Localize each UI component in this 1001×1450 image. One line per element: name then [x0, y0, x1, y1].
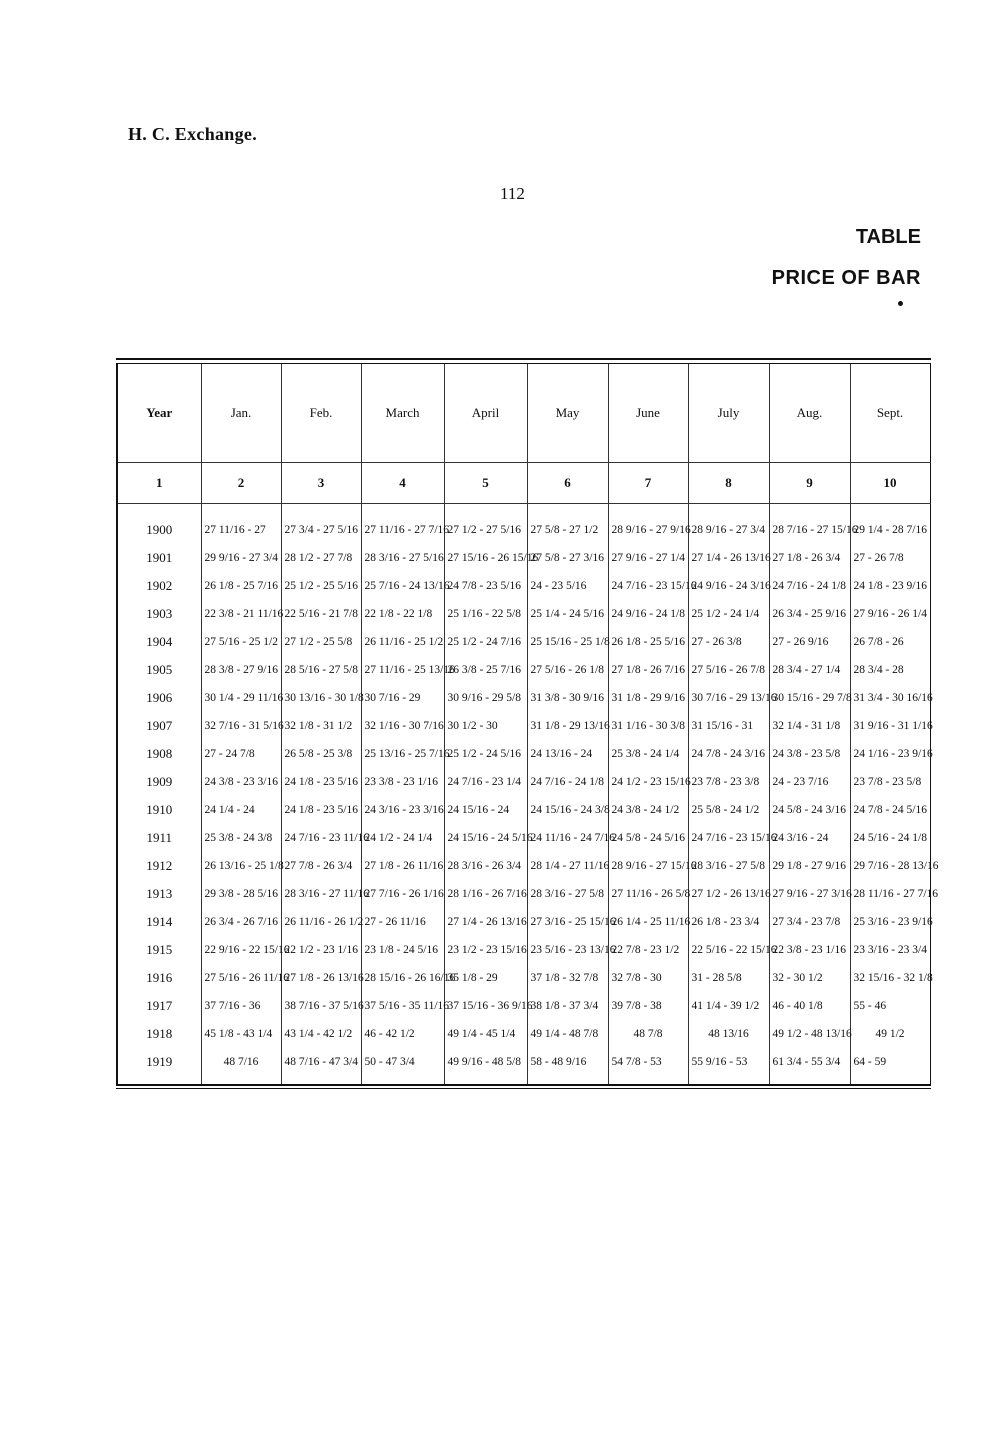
price-cell: 28 9/16 - 27 9/16 — [608, 504, 688, 545]
top-rule — [116, 358, 931, 360]
price-cell: 24 5/8 - 24 5/16 — [608, 824, 688, 852]
price-cell: 46 - 40 1/8 — [769, 992, 850, 1020]
price-cell: 29 1/4 - 28 7/16 — [853, 524, 927, 536]
col-number: 4 — [361, 463, 444, 504]
year-cell: 1918 — [117, 1020, 201, 1048]
table-row — [117, 964, 930, 992]
table-row — [117, 600, 930, 628]
price-cell: 25 1/4 - 24 5/16 — [527, 600, 608, 628]
price-cell: 24 7/16 - 23 1/4 — [444, 768, 527, 796]
price-cell: 31 - 28 5/8 — [688, 964, 769, 992]
price-cell: 32 - 30 1/2 — [769, 964, 850, 992]
year-cell: 1913 — [117, 880, 201, 908]
price-cell: 25 1/16 - 22 5/8 — [444, 600, 527, 628]
price-cell: 22 5/16 - 21 7/8 — [281, 600, 361, 628]
price-cell: 31 1/8 - 29 9/16 — [608, 684, 688, 712]
price-cell: 24 7/16 - 23 15/16 — [608, 572, 688, 600]
price-cell: 25 13/16 - 25 7/16 — [361, 740, 444, 768]
price-cell: 30 1/4 - 29 11/16 — [201, 684, 281, 712]
price-cell: 24 7/8 - 24 3/16 — [688, 740, 769, 768]
price-cell: 27 7/16 - 26 1/16 — [361, 880, 444, 908]
col-header-may: May — [527, 364, 608, 463]
price-cell: 22 5/16 - 22 15/16 — [688, 936, 769, 964]
col-header-june: June — [608, 364, 688, 463]
table-row — [117, 908, 930, 936]
price-cell: 58 - 48 9/16 — [527, 1048, 608, 1084]
year-cell: 1917 — [117, 992, 201, 1020]
price-cell: 27 11/16 - 27 — [201, 504, 281, 545]
price-cell: 64 - 59 — [853, 1056, 887, 1068]
price-cell: 27 1/8 - 26 7/16 — [608, 656, 688, 684]
col-number: 9 — [769, 463, 850, 504]
col-header-july: July — [688, 364, 769, 463]
price-cell: 22 3/8 - 23 1/16 — [769, 936, 850, 964]
year-cell: 1904 — [117, 628, 201, 656]
year-cell: 1916 — [117, 964, 201, 992]
price-cell: 31 1/8 - 29 13/16 — [527, 712, 608, 740]
price-cell: 25 3/8 - 24 3/8 — [201, 824, 281, 852]
price-cell: 24 9/16 - 24 1/8 — [608, 600, 688, 628]
price-cell: 23 1/8 - 24 5/16 — [361, 936, 444, 964]
price-table — [116, 364, 939, 1084]
price-cell: 27 5/16 - 25 1/2 — [201, 628, 281, 656]
price-cell: 27 1/4 - 26 13/16 — [688, 544, 769, 572]
price-cell: 38 1/8 - 37 3/4 — [527, 992, 608, 1020]
price-cell: 25 7/16 - 24 13/16 — [361, 572, 444, 600]
price-cell: 27 5/16 - 26 11/16 — [201, 964, 281, 992]
price-cell: 25 1/2 - 24 5/16 — [444, 740, 527, 768]
price-cell: 26 1/8 - 25 5/16 — [608, 628, 688, 656]
price-cell: 23 7/8 - 23 3/8 — [688, 768, 769, 796]
col-number: 2 — [201, 463, 281, 504]
table-title: PRICE OF BAR — [771, 267, 921, 289]
price-cell: 46 - 42 1/2 — [361, 1020, 444, 1048]
price-cell: 27 9/16 - 27 3/16 — [769, 880, 850, 908]
price-cell: 37 7/16 - 36 — [201, 992, 281, 1020]
price-cell: 24 1/8 - 23 5/16 — [281, 796, 361, 824]
price-cell: 22 9/16 - 22 15/16 — [201, 936, 281, 964]
year-cell: 1902 — [117, 572, 201, 600]
price-cell: 28 1/16 - 26 7/16 — [444, 880, 527, 908]
table-row — [117, 824, 930, 852]
price-cell: 26 7/8 - 26 — [853, 636, 904, 648]
price-cell: 26 1/8 - 23 3/4 — [688, 908, 769, 936]
price-cell: 55 9/16 - 53 — [688, 1048, 769, 1084]
price-cell: 31 3/4 - 30 16/16 — [853, 692, 933, 704]
price-cell: 30 7/16 - 29 — [361, 684, 444, 712]
table-body — [117, 504, 939, 1085]
price-cell: 23 3/16 - 23 3/4 — [853, 944, 927, 956]
table-row — [117, 740, 930, 768]
price-cell: 27 - 24 7/8 — [201, 740, 281, 768]
year-cell: 1911 — [117, 824, 201, 852]
price-cell: 31 1/16 - 30 3/8 — [608, 712, 688, 740]
price-cell: 30 15/16 - 29 7/8 — [769, 684, 850, 712]
year-cell: 1907 — [117, 712, 201, 740]
price-cell: 27 1/8 - 26 13/16 — [281, 964, 361, 992]
price-cell: 28 9/16 - 27 15/16 — [608, 852, 688, 880]
price-cell: 28 5/16 - 27 5/8 — [281, 656, 361, 684]
price-cell: 26 5/8 - 25 3/8 — [281, 740, 361, 768]
year-cell: 1910 — [117, 796, 201, 824]
price-cell: 24 5/16 - 24 1/8 — [853, 832, 927, 844]
bottom-rule-thin — [116, 1088, 931, 1089]
price-cell: 24 - 23 7/16 — [769, 768, 850, 796]
table-row — [117, 656, 930, 684]
price-cell: 24 11/16 - 24 7/16 — [527, 824, 608, 852]
year-cell: 1906 — [117, 684, 201, 712]
price-cell: 26 11/16 - 26 1/2 — [281, 908, 361, 936]
table-row — [117, 572, 930, 600]
col-number: 8 — [688, 463, 769, 504]
table-row — [117, 768, 930, 796]
publisher-header: H. C. Exchange. — [128, 124, 258, 144]
col-header-march: March — [361, 364, 444, 463]
price-cell: 30 13/16 - 30 1/8 — [281, 684, 361, 712]
price-cell: 26 13/16 - 25 1/8 — [201, 852, 281, 880]
price-cell: 45 1/8 - 43 1/4 — [201, 1020, 281, 1048]
price-cell: 24 7/16 - 23 15/16 — [688, 824, 769, 852]
price-cell: 32 1/4 - 31 1/8 — [769, 712, 850, 740]
price-cell: 24 3/16 - 23 3/16 — [361, 796, 444, 824]
price-cell: 27 11/16 - 26 5/8 — [608, 880, 688, 908]
price-cell: 48 7/16 - 47 3/4 — [281, 1048, 361, 1084]
price-cell: 27 - 26 11/16 — [361, 908, 444, 936]
price-cell: 49 1/2 - 48 13/16 — [769, 1020, 850, 1048]
price-cell: 30 7/16 - 29 13/16 — [688, 684, 769, 712]
price-cell: 32 7/8 - 30 — [608, 964, 688, 992]
price-cell: 37 1/8 - 32 7/8 — [527, 964, 608, 992]
price-cell: 24 7/16 - 24 1/8 — [769, 572, 850, 600]
price-cell: 28 15/16 - 26 16/16 — [361, 964, 444, 992]
price-cell: 27 5/8 - 27 3/16 — [527, 544, 608, 572]
price-cell: 27 - 26 3/8 — [688, 628, 769, 656]
price-cell: 26 1/4 - 25 11/16 — [608, 908, 688, 936]
price-cell: 27 - 26 9/16 — [769, 628, 850, 656]
year-cell: 1905 — [117, 656, 201, 684]
price-cell: 41 1/4 - 39 1/2 — [688, 992, 769, 1020]
col-number: 10 — [850, 463, 930, 504]
table-row — [117, 992, 930, 1020]
table-row — [117, 684, 930, 712]
price-cell: 25 3/16 - 23 9/16 — [853, 916, 933, 928]
price-cell: 24 7/16 - 24 1/8 — [527, 768, 608, 796]
price-cell: 27 11/16 - 25 13/16 — [361, 656, 444, 684]
price-cell: 26 3/4 - 25 9/16 — [769, 600, 850, 628]
price-cell: 25 15/16 - 25 1/8 — [527, 628, 608, 656]
price-cell: 24 1/8 - 23 5/16 — [281, 768, 361, 796]
price-cell: 28 11/16 - 27 7/16 — [853, 888, 939, 900]
table-label: TABLE — [855, 226, 921, 248]
price-cell: 28 9/16 - 27 3/4 — [688, 504, 769, 545]
col-number: 5 — [444, 463, 527, 504]
price-cell: 29 9/16 - 27 3/4 — [201, 544, 281, 572]
price-cell: 29 3/8 - 28 5/16 — [201, 880, 281, 908]
price-cell: 24 5/8 - 24 3/16 — [769, 796, 850, 824]
price-cell: 43 1/4 - 42 1/2 — [281, 1020, 361, 1048]
price-cell: 27 1/4 - 26 13/16 — [444, 908, 527, 936]
price-cell: 38 7/16 - 37 5/16 — [281, 992, 361, 1020]
year-cell: 1903 — [117, 600, 201, 628]
price-cell: 27 1/2 - 26 13/16 — [688, 880, 769, 908]
price-cell: 29 7/16 - 28 13/16 — [853, 860, 939, 872]
price-cell: 27 9/16 - 27 1/4 — [608, 544, 688, 572]
price-cell: 39 7/8 - 38 — [608, 992, 688, 1020]
year-cell: 1901 — [117, 544, 201, 572]
price-cell: 28 1/4 - 27 11/16 — [527, 852, 608, 880]
col-header-sept: Sept. — [850, 364, 930, 463]
price-cell: 28 3/8 - 27 9/16 — [201, 656, 281, 684]
price-cell: 24 3/16 - 24 — [769, 824, 850, 852]
price-cell: 24 7/16 - 23 11/16 — [281, 824, 361, 852]
price-cell: 49 1/4 - 45 1/4 — [444, 1020, 527, 1048]
price-cell: 49 9/16 - 48 5/8 — [444, 1048, 527, 1084]
price-cell: 27 5/8 - 27 1/2 — [527, 504, 608, 545]
price-table-container — [116, 358, 939, 1089]
table-row — [117, 544, 930, 572]
table-row — [117, 796, 930, 824]
price-cell: 24 15/16 - 24 — [444, 796, 527, 824]
price-cell: 23 5/16 - 23 13/16 — [527, 936, 608, 964]
col-number: 1 — [117, 463, 201, 504]
price-cell: 22 1/2 - 23 1/16 — [281, 936, 361, 964]
price-cell: 24 1/16 - 23 9/16 — [853, 748, 933, 760]
table-row — [117, 880, 930, 908]
col-number: 6 — [527, 463, 608, 504]
price-cell: 22 3/8 - 21 11/16 — [201, 600, 281, 628]
price-cell: 32 15/16 - 32 1/8 — [853, 972, 933, 984]
header-row — [117, 364, 930, 463]
price-cell: 49 1/2 — [875, 1028, 905, 1040]
price-cell: 26 3/8 - 25 7/16 — [444, 656, 527, 684]
year-cell: 1919 — [117, 1048, 201, 1084]
price-cell: 27 1/2 - 25 5/8 — [281, 628, 361, 656]
price-cell: 32 1/8 - 31 1/2 — [281, 712, 361, 740]
price-cell: 28 3/16 - 27 5/8 — [688, 852, 769, 880]
price-cell: 32 1/16 - 30 7/16 — [361, 712, 444, 740]
price-cell: 28 3/16 - 27 5/8 — [527, 880, 608, 908]
price-cell: 50 - 47 3/4 — [361, 1048, 444, 1084]
price-cell: 27 5/16 - 26 1/8 — [527, 656, 608, 684]
price-cell: 37 5/16 - 35 11/16 — [361, 992, 444, 1020]
price-cell: 27 1/8 - 26 11/16 — [361, 852, 444, 880]
price-cell: 24 - 23 5/16 — [527, 572, 608, 600]
price-cell: 27 3/4 - 23 7/8 — [769, 908, 850, 936]
price-cell: 24 7/8 - 23 5/16 — [444, 572, 527, 600]
year-cell: 1914 — [117, 908, 201, 936]
table-row — [117, 504, 930, 545]
price-cell: 25 5/8 - 24 1/2 — [688, 796, 769, 824]
price-cell: 27 1/8 - 26 3/4 — [769, 544, 850, 572]
price-cell: 28 3/4 - 27 1/4 — [769, 656, 850, 684]
page-number: 112 — [500, 184, 525, 203]
price-cell: 26 1/8 - 25 7/16 — [201, 572, 281, 600]
price-cell: 27 11/16 - 27 7/16 — [361, 504, 444, 545]
price-cell: 55 - 46 — [853, 1000, 887, 1012]
year-cell: 1909 — [117, 768, 201, 796]
col-header-aug: Aug. — [769, 364, 850, 463]
price-cell: 61 3/4 - 55 3/4 — [769, 1048, 850, 1084]
price-cell: 23 1/2 - 23 15/16 — [444, 936, 527, 964]
price-cell: 25 3/8 - 24 1/4 — [608, 740, 688, 768]
price-cell: 27 3/16 - 25 15/16 — [527, 908, 608, 936]
column-number-row — [117, 463, 930, 504]
price-cell: 24 1/8 - 23 9/16 — [853, 580, 927, 592]
price-cell: 24 15/16 - 24 3/8 — [527, 796, 608, 824]
price-cell: 32 7/16 - 31 5/16 — [201, 712, 281, 740]
price-cell: 27 - 26 7/8 — [853, 552, 904, 564]
price-cell: 48 7/8 — [608, 1020, 688, 1048]
table-row — [117, 1048, 930, 1084]
price-cell: 28 3/4 - 28 — [853, 664, 904, 676]
col-header-jan: Jan. — [201, 364, 281, 463]
price-cell: 27 7/8 - 26 3/4 — [281, 852, 361, 880]
price-cell: 22 7/8 - 23 1/2 — [608, 936, 688, 964]
price-cell: 28 3/16 - 26 3/4 — [444, 852, 527, 880]
price-cell: 27 9/16 - 26 1/4 — [853, 608, 927, 620]
price-cell: 26 3/4 - 26 7/16 — [201, 908, 281, 936]
col-number: 7 — [608, 463, 688, 504]
price-cell: 24 3/8 - 24 1/2 — [608, 796, 688, 824]
price-cell: 25 1/2 - 24 1/4 — [688, 600, 769, 628]
price-cell: 28 1/2 - 27 7/8 — [281, 544, 361, 572]
price-cell: 25 1/2 - 24 7/16 — [444, 628, 527, 656]
year-cell: 1900 — [117, 504, 201, 545]
price-cell: 37 15/16 - 36 9/16 — [444, 992, 527, 1020]
price-cell: 49 1/4 - 48 7/8 — [527, 1020, 608, 1048]
price-cell: 30 1/2 - 30 — [444, 712, 527, 740]
col-header-april: April — [444, 364, 527, 463]
price-cell: 24 1/2 - 23 15/16 — [608, 768, 688, 796]
price-cell: 24 3/8 - 23 3/16 — [201, 768, 281, 796]
ink-dot — [898, 301, 903, 306]
price-cell: 24 3/8 - 23 5/8 — [769, 740, 850, 768]
price-cell: 24 7/8 - 24 5/16 — [853, 804, 927, 816]
price-cell: 24 1/2 - 24 1/4 — [361, 824, 444, 852]
price-cell: 29 1/8 - 27 9/16 — [769, 852, 850, 880]
bottom-rule — [116, 1084, 931, 1086]
table-row — [117, 712, 930, 740]
price-cell: 24 1/4 - 24 — [201, 796, 281, 824]
price-cell: 23 3/8 - 23 1/16 — [361, 768, 444, 796]
price-cell: 54 7/8 - 53 — [608, 1048, 688, 1084]
table-row — [117, 852, 930, 880]
col-header-feb: Feb. — [281, 364, 361, 463]
table-row — [117, 936, 930, 964]
price-cell: 22 1/8 - 22 1/8 — [361, 600, 444, 628]
price-cell: 48 7/16 — [201, 1048, 281, 1084]
price-cell: 24 9/16 - 24 3/16 — [688, 572, 769, 600]
price-cell: 31 15/16 - 31 — [688, 712, 769, 740]
price-cell: 28 3/16 - 27 11/16 — [281, 880, 361, 908]
col-header-year: Year — [117, 364, 201, 463]
price-cell: 23 7/8 - 23 5/8 — [853, 776, 922, 788]
price-cell: 31 3/8 - 30 9/16 — [527, 684, 608, 712]
year-cell: 1912 — [117, 852, 201, 880]
col-number: 3 — [281, 463, 361, 504]
price-cell: 28 3/16 - 27 5/16 — [361, 544, 444, 572]
price-cell: 48 13/16 — [688, 1020, 769, 1048]
price-cell: 27 1/2 - 27 5/16 — [444, 504, 527, 545]
price-cell: 35 1/8 - 29 — [444, 964, 527, 992]
year-cell: 1915 — [117, 936, 201, 964]
price-cell: 26 11/16 - 25 1/2 — [361, 628, 444, 656]
table-row — [117, 628, 930, 656]
price-cell: 28 7/16 - 27 15/16 — [769, 504, 850, 545]
price-cell: 30 9/16 - 29 5/8 — [444, 684, 527, 712]
price-cell: 25 1/2 - 25 5/16 — [281, 572, 361, 600]
price-cell: 24 13/16 - 24 — [527, 740, 608, 768]
price-cell: 24 15/16 - 24 5/16 — [444, 824, 527, 852]
year-cell: 1908 — [117, 740, 201, 768]
price-cell: 31 9/16 - 31 1/16 — [853, 720, 933, 732]
price-cell: 27 5/16 - 26 7/8 — [688, 656, 769, 684]
price-cell: 27 15/16 - 26 15/16 — [444, 544, 527, 572]
table-row — [117, 1020, 930, 1048]
price-cell: 27 3/4 - 27 5/16 — [281, 504, 361, 545]
